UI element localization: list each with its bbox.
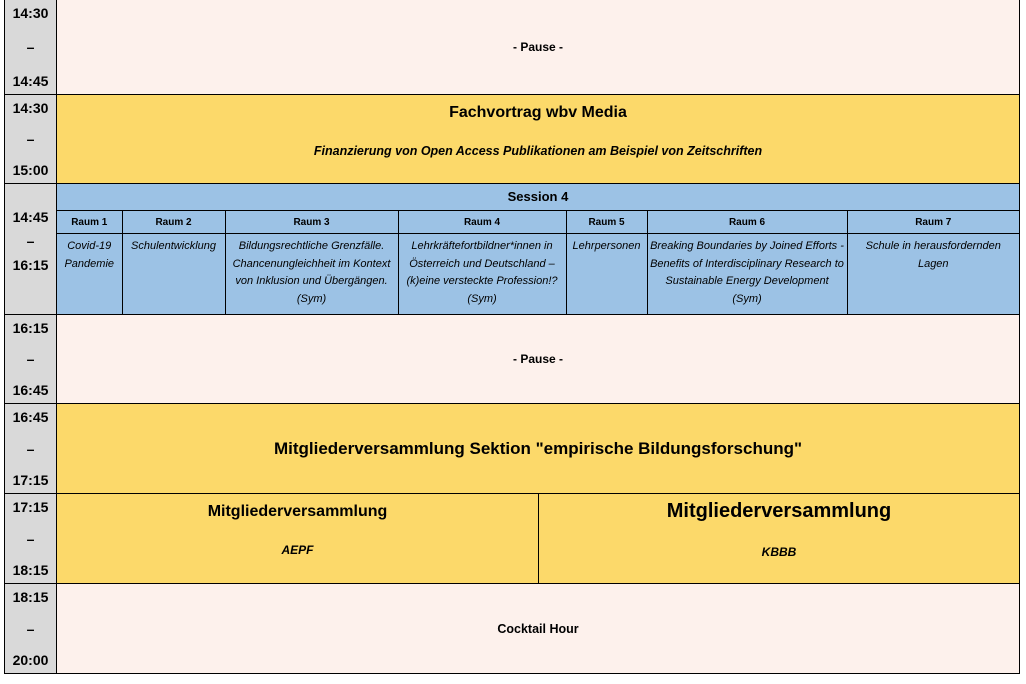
kbbb-panel: [539, 494, 1019, 583]
sektion-title: Mitgliederversammlung Sektion "empirische Bildungsforschung": [273, 438, 803, 458]
time-slot-1815-2000: [4, 584, 57, 674]
pause-block-2: [57, 315, 1020, 404]
kbbb-title: Mitgliederversammlung: [666, 500, 892, 522]
room-5-topic: Lehrpersonen: [566, 234, 647, 315]
time-from: 17:15: [12, 499, 49, 515]
room-5-header: Raum 5: [566, 211, 647, 234]
session-title: Session 4: [507, 189, 569, 204]
room-1-topic: Covid-19 Pandemie: [57, 234, 122, 315]
fachvortrag-subtitle: Finanzierung von Open Access Publikationen am Beispiel von Zeitschriften: [313, 144, 763, 158]
sektion-block: [57, 404, 1020, 494]
time-to: 16:15: [12, 257, 49, 273]
split-block: [57, 494, 1020, 584]
room-2-header: Raum 2: [122, 211, 225, 234]
time-sep: –: [26, 39, 35, 55]
rooms-table: [57, 210, 1019, 315]
time-to: 14:45: [12, 73, 49, 89]
time-to: 15:00: [12, 162, 49, 178]
time-from: 14:45: [12, 209, 49, 225]
room-2-topic: Schulentwicklung: [122, 234, 225, 315]
aepf-subtitle: AEPF: [281, 543, 314, 557]
room-3-topic: Bildungsrechtliche Grenzfälle. Chancenungleichheit im Kontext von Inklusion und Übergängen. (Sym): [225, 234, 398, 315]
time-slot-1615-1645: [4, 315, 57, 404]
room-1-header: Raum 1: [57, 211, 122, 234]
room-4-topic: Lehrkräftefortbildner*innen in Österreich und Deutschland – (k)eine versteckte Profession!? (Sym): [398, 234, 566, 315]
time-to: 20:00: [12, 652, 49, 668]
time-sep: –: [26, 620, 35, 637]
time-to: 18:15: [12, 562, 49, 578]
room-6-header: Raum 6: [647, 211, 847, 234]
time-sep: –: [26, 351, 35, 367]
time-slot-1715-1815: [4, 494, 57, 584]
room-6-topic: Breaking Boundaries by Joined Efforts - Benefits of Interdisciplinary Research to Sustainable Energy Development (Sym): [647, 234, 847, 315]
room-7-topic: Schule in herausfordernden Lagen: [847, 234, 1019, 315]
time-sep: –: [26, 233, 35, 249]
session-block: [57, 184, 1020, 315]
kbbb-subtitle: KBBB: [761, 545, 797, 559]
pause-block-1: [57, 0, 1020, 95]
room-4-header: Raum 4: [398, 211, 566, 234]
rooms-topic-row: [57, 234, 1019, 315]
time-to: 17:15: [12, 472, 49, 488]
time-from: 14:30: [12, 5, 49, 21]
fachvortrag-block: [57, 95, 1020, 184]
time-slot-1645-1715: [4, 404, 57, 494]
cocktail-label: Cocktail Hour: [497, 621, 579, 636]
room-7-header: Raum 7: [847, 211, 1019, 234]
pause-label: - Pause -: [512, 352, 563, 366]
fachvortrag-title: Fachvortrag wbv Media: [449, 104, 627, 121]
room-3-header: Raum 3: [225, 211, 398, 234]
cocktail-block: [57, 584, 1020, 674]
time-slot-1430-1445: [4, 0, 57, 95]
time-from: 16:45: [12, 409, 49, 425]
pause-label: - Pause -: [512, 40, 563, 54]
time-slot-1445-1615: [4, 184, 57, 315]
rooms-header-row: [57, 211, 1019, 234]
time-sep: –: [26, 440, 35, 457]
time-sep: –: [26, 530, 35, 547]
time-from: 16:15: [12, 320, 49, 336]
time-from: 14:30: [12, 100, 49, 116]
time-slot-1430-1500: [4, 95, 57, 184]
aepf-panel: [57, 494, 539, 583]
aepf-title: Mitgliederversammlung: [207, 503, 388, 520]
time-sep: –: [26, 131, 35, 147]
time-to: 16:45: [12, 382, 49, 398]
time-from: 18:15: [12, 589, 49, 605]
